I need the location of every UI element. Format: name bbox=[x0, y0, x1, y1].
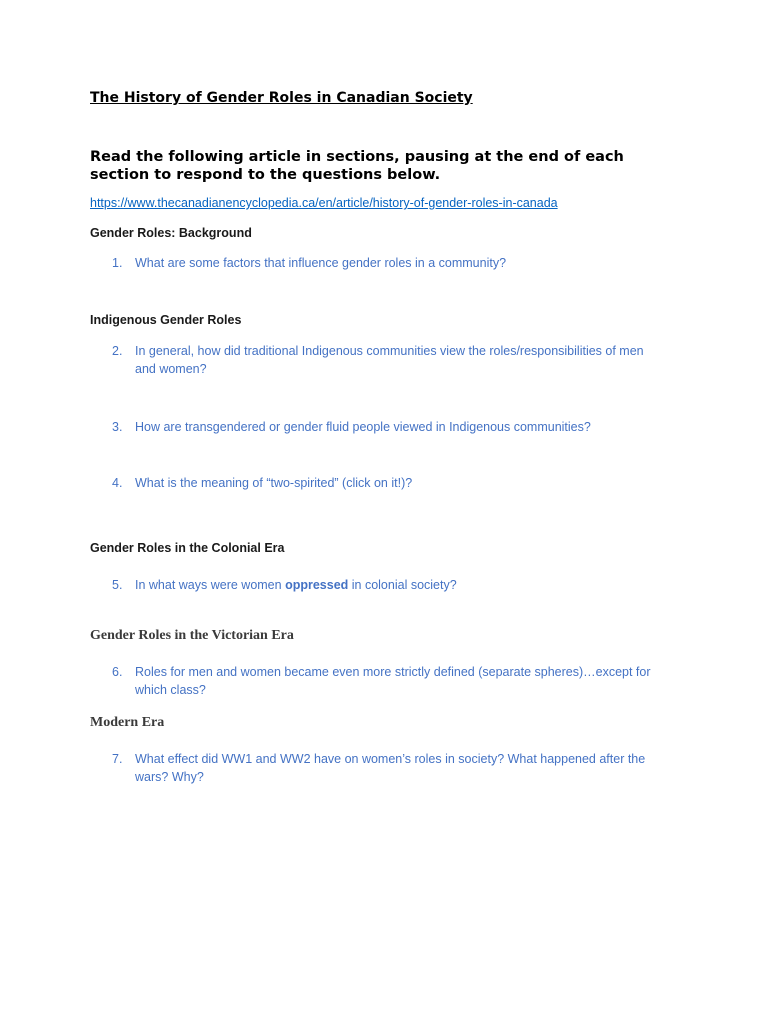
article-link[interactable]: https://www.thecanadianencyclopedia.ca/en/article/history-of-gender-roles-in-canada bbox=[90, 196, 558, 210]
question-text: What are some factors that influence gender roles in a community? bbox=[135, 256, 507, 270]
question-text: How are transgendered or gender fluid people viewed in Indigenous communities? bbox=[135, 420, 591, 434]
question-number: 7. bbox=[112, 752, 123, 766]
instructions-text: Read the following article in sections, pausing at the end of each section to respond to the questions below. bbox=[90, 149, 624, 183]
question-number: 2. bbox=[112, 344, 123, 358]
section-heading-colonial: Gender Roles in the Colonial Era bbox=[90, 541, 285, 555]
question-number: 4. bbox=[112, 476, 123, 490]
question-item bbox=[112, 254, 672, 272]
question-text: What is the meaning of “two-spirited” (click on it!)? bbox=[135, 476, 413, 490]
question-number: 5. bbox=[112, 578, 123, 592]
question-item bbox=[112, 342, 672, 378]
question-item bbox=[112, 576, 672, 594]
document-title: The History of Gender Roles in Canadian Society bbox=[90, 90, 473, 106]
section-heading-victorian: Gender Roles in the Victorian Era bbox=[90, 628, 294, 643]
section-heading-modern: Modern Era bbox=[90, 715, 165, 730]
question-text: In general, how did traditional Indigenous communities view the roles/responsibilities of men and women? bbox=[135, 344, 644, 376]
section-heading-background: Gender Roles: Background bbox=[90, 226, 252, 240]
question-item bbox=[112, 474, 672, 492]
question-text bbox=[135, 576, 665, 594]
question-number: 6. bbox=[112, 665, 123, 679]
question-item bbox=[112, 750, 672, 786]
question-text-after: in colonial society? bbox=[348, 578, 457, 592]
section-heading-indigenous: Indigenous Gender Roles bbox=[90, 313, 242, 327]
question-item bbox=[112, 418, 672, 436]
question-text: What effect did WW1 and WW2 have on women’s roles in society? What happened after the wars? Why? bbox=[135, 752, 646, 784]
question-number: 3. bbox=[112, 420, 123, 434]
question-item bbox=[112, 663, 672, 699]
question-text: Roles for men and women became even more strictly defined (separate spheres)…except for which class? bbox=[135, 665, 651, 697]
question-number: 1. bbox=[112, 256, 123, 270]
question-text-emphasis: oppressed bbox=[285, 578, 349, 592]
question-text-before: In what ways were women bbox=[135, 578, 286, 592]
